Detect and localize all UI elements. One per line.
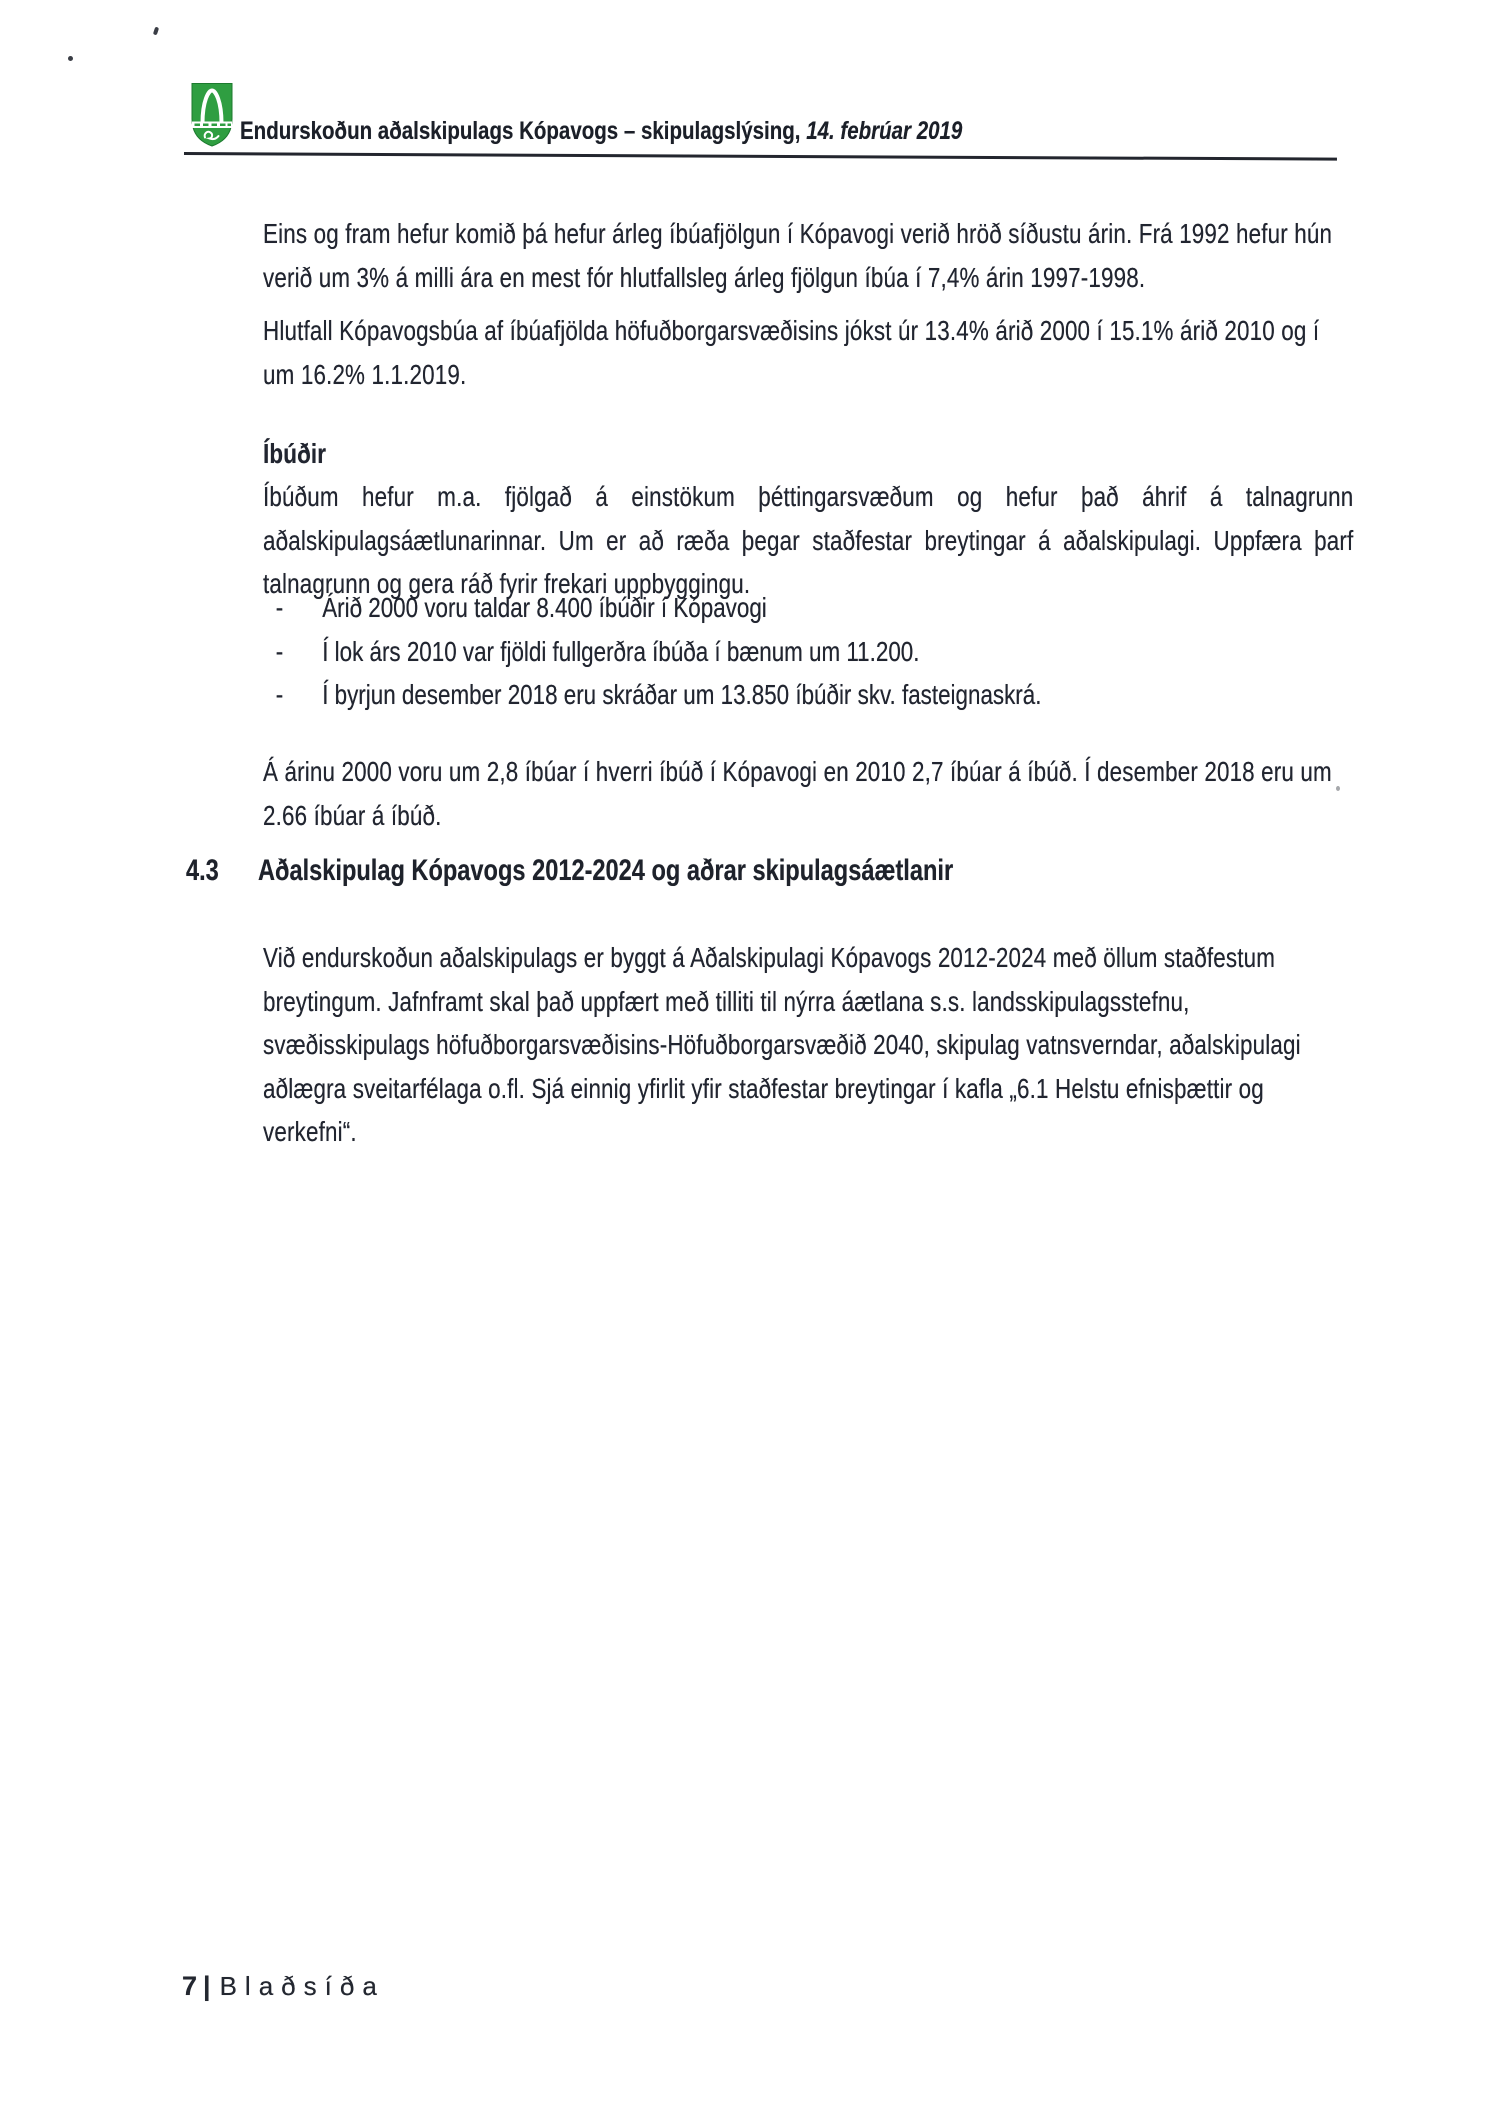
paragraph-dwellings: Íbúðum hefur m.a. fjölgað á einstökum þéttingarsvæðum og hefur það áhrif á talnagrunn aðalskipulagsáætlunarinnar. Um er að ræða þegar staðfestar breytingar á aðalskipulagi. Uppfæra þarf talnagrunn og gera ráð fyrir frekari uppbyggingu. xyxy=(263,481,1354,599)
header-divider xyxy=(184,152,1337,161)
dwelling-count-list xyxy=(263,586,1353,717)
list-item-text: Í byrjun desember 2018 eru skráðar um 13.850 íbúðir skv. fasteignaskrá. xyxy=(322,679,1042,710)
paragraph-population-growth: Eins og fram hefur komið þá hefur árleg íbúafjölgun í Kópavogi verið hröð síðustu árin. Frá 1992 hefur hún verið um 3% á milli ára en mest fór hlutfallsleg árleg fjölgun íbúa í 7,4% árin 1997-1998. xyxy=(263,218,1333,293)
section-number: 4.3 xyxy=(186,854,219,887)
scan-speck xyxy=(68,56,73,61)
footer-page-label: Blaðsíða xyxy=(219,1971,385,2001)
list-item xyxy=(263,586,1353,630)
footer-separator: | xyxy=(203,1971,211,2001)
page-footer xyxy=(182,1971,385,2002)
header-title-text: Endurskoðun aðalskipulags Kópavogs – skipulagslýsing, xyxy=(240,117,801,145)
bullet-dash-icon: - xyxy=(275,679,284,710)
bullet-dash-icon: - xyxy=(275,592,284,623)
document-header-title xyxy=(240,117,962,146)
paragraph-masterplan-revision: Við endurskoðun aðalskipulags er byggt á Aðalskipulagi Kópavogs 2012-2024 með öllum staðfestum breytingum. Jafnframt skal það uppfært með tilliti til nýrra áætlana s.s. landsskipulagsstefnu, svæðisskipulags höfuðborgarsvæðisins-Höfuðborgarsvæðið 2040, skipulag vatnsverndar, aðalskipulagi aðlægra sveitarfélaga o.fl. Sjá einnig yfirlit yfir staðfestar breytingar í kafla „6.1 Helstu efnisþættir og verkefni“. xyxy=(263,942,1301,1147)
list-item-text: Í lok árs 2010 var fjöldi fullgerðra íbúða í bænum um 11.200. xyxy=(322,635,920,667)
section-title: Aðalskipulag Kópavogs 2012-2024 og aðrar skipulagsáætlanir xyxy=(258,854,954,887)
header-date: 14. febrúar 2019 xyxy=(806,117,963,145)
scan-speck xyxy=(153,27,159,36)
kopavogur-coat-of-arms-logo xyxy=(190,81,234,149)
paragraph-capital-area-share: Hlutfall Kópavogsbúa af íbúafjölda höfuðborgarsvæðisins jókst úr 13.4% árið 2000 í 15.1% árið 2010 og í um 16.2% 1.1.2019. xyxy=(263,315,1320,390)
list-item xyxy=(263,630,1353,674)
list-item-text: Árið 2000 voru taldar 8.400 íbúðir í Kópavogi xyxy=(322,592,767,623)
list-item xyxy=(263,673,1353,717)
bullet-dash-icon: - xyxy=(275,635,284,667)
subheading-ibudir: Íbúðir xyxy=(263,438,327,469)
section-heading xyxy=(186,849,1386,892)
paragraph-residents-per-dwelling: Á árinu 2000 voru um 2,8 íbúar í hverri íbúð í Kópavogi en 2010 2,7 íbúar á íbúð. Í desember 2018 eru um 2.66 íbúar á íbúð. xyxy=(263,756,1332,831)
footer-page-number: 7 xyxy=(182,1971,198,2001)
